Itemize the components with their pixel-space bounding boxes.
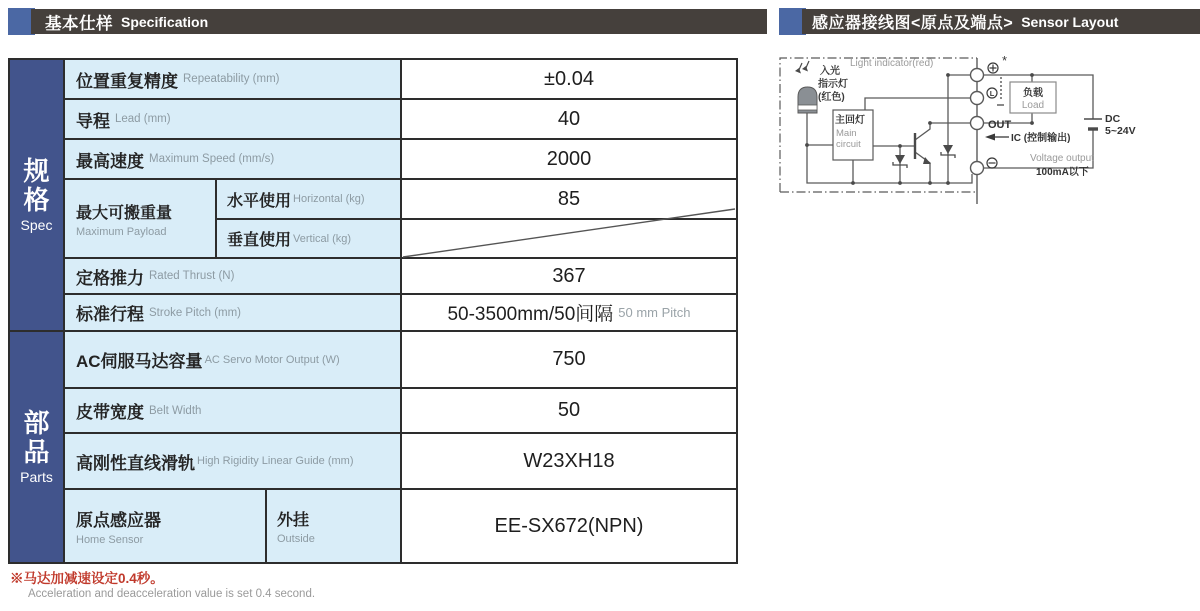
label-en: Home Sensor [76,534,144,546]
value-text: 50-3500mm/50间隔 [447,304,614,325]
main-circuit-en1: Main [836,128,857,139]
row-home-sensor-label [65,490,265,562]
row-motor-value [402,332,736,387]
light-indicator-label: Light indicator(red) [850,58,934,69]
current-limit-label: 100mA以下 [1036,167,1089,178]
footnote-en: Acceleration and deacceleration value is set 0.4 second. [28,588,316,600]
sidebar-spec-zh: 规格 [23,156,50,215]
sensor-header-bar [802,9,1200,34]
sidebar-parts-en: Parts [20,468,53,485]
value-text: W23XH18 [523,449,615,472]
row-lead-label [65,100,400,138]
row-guide-value [402,434,736,488]
row-guide-label [65,434,400,488]
row-repeatability-label [65,60,400,98]
sensor-header-title-en: Sensor Layout [1021,13,1119,30]
row-payload-horizontal-label [217,180,400,218]
spec-table [8,58,738,564]
load-en-label: Load [1021,100,1045,111]
value-text: 85 [557,187,581,210]
sensor-header-title-zh: 感应器接线图<原点及端点> [812,15,1014,32]
light-arrows-icon [795,61,809,74]
label-en: Outside [277,533,315,545]
spec-header-bar [31,9,767,34]
main-circuit-zh: 主回灯 [835,115,865,126]
label-zh: 水平使用 [227,192,292,210]
row-stroke-label [65,295,400,330]
label-zh: 最大可搬重量 [76,204,173,222]
label-zh: 标准行程 [76,305,144,324]
row-thrust-label [65,259,400,293]
value-text: EE-SX672(NPN) [494,514,644,537]
label-en: Maximum Speed (mm/s) [149,153,275,165]
row-home-sensor-mount [267,490,400,562]
label-zh: 高刚性直线滑轨 [76,453,195,473]
row-payload-label [65,180,215,257]
ic-arrow-icon [985,134,995,141]
terminal-plus [971,69,984,82]
label-en: Repeatability (mm) [183,73,280,85]
value-text: 40 [557,107,581,130]
label-en: Belt Width [149,404,202,417]
label-zh: 导程 [76,111,110,131]
row-payload-horizontal-value [402,180,736,218]
terminal-out [971,117,984,130]
footnote-zh: ※马达加减速设定0.4秒。 [10,571,164,586]
row-stroke-value [402,295,736,330]
label-zh: 垂直使用 [227,232,292,249]
value-text: 50 [557,399,581,421]
row-lead-value [402,100,736,138]
value-text: 750 [552,348,586,370]
label-en: Horizontal (kg) [293,193,365,205]
sidebar-spec [10,60,63,330]
terminal-minus [971,162,984,175]
sidebar-parts [10,332,63,562]
row-payload-vertical-label [217,220,400,257]
row-belt-label [65,389,400,432]
row-max-speed-value [402,140,736,178]
main-circuit-en2: circuit [836,139,861,150]
row-belt-value [402,389,736,432]
indicator-lamp-label: 指示灯 [818,79,848,90]
voltage-output-label: Voltage output [1030,153,1094,164]
ic-label: IC (控制输出) [1011,133,1071,144]
spec-header-title-en: Specification [121,13,209,30]
value-text: ±0.04 [544,67,594,90]
value-text: 2000 [546,147,592,170]
load-zh-label: 负载 [1023,88,1043,99]
label-zh: 位置重复精度 [76,71,178,91]
sidebar-spec-en: Spec [20,216,53,233]
value-text: 367 [552,264,586,287]
label-en: Vertical (kg) [293,232,352,245]
label-zh: 最高速度 [76,151,144,171]
label-en: AC Servo Motor Output (W) [204,353,340,366]
sensor-wiring-diagram [778,52,1200,212]
terminal-symbols [987,63,1004,168]
sensor-diagram-svg [778,52,1200,212]
label-zh: 外挂 [277,512,310,529]
row-max-speed-label [65,140,400,178]
label-en: High Rigidity Linear Guide (mm) [197,455,354,467]
label-en: Rated Thrust (N) [149,270,235,282]
row-motor-label [65,332,400,387]
row-home-sensor-value [402,490,736,562]
dc-range-label: 5~24V [1105,125,1136,137]
value-subtext: 50 mm Pitch [618,305,691,320]
sidebar-parts-zh: 部品 [23,408,50,467]
label-en: Lead (mm) [115,113,171,125]
row-repeatability-value [402,60,736,98]
battery-icon [1084,119,1102,129]
label-zh: 定格推力 [76,268,144,288]
label-zh: 原点感应器 [76,511,161,530]
star-mark: * [1002,53,1008,68]
led-icon [798,87,817,113]
label-en: Maximum Payload [76,225,167,238]
label-zh: AC伺服马达容量 [76,352,203,371]
dc-label: DC [1105,113,1121,125]
l-terminal-letter: L [989,89,995,98]
row-thrust-value [402,259,736,293]
incoming-light-label: 入光 [820,66,840,77]
spec-header-title-zh: 基本仕样 [45,14,113,33]
label-zh: 皮带宽度 [76,403,144,422]
out-label: OUT [988,119,1012,131]
red-color-label: (红色) [818,92,845,103]
row-payload-vertical-value [402,220,736,257]
terminal-l [971,92,984,105]
label-en: Stroke Pitch (mm) [149,306,242,319]
